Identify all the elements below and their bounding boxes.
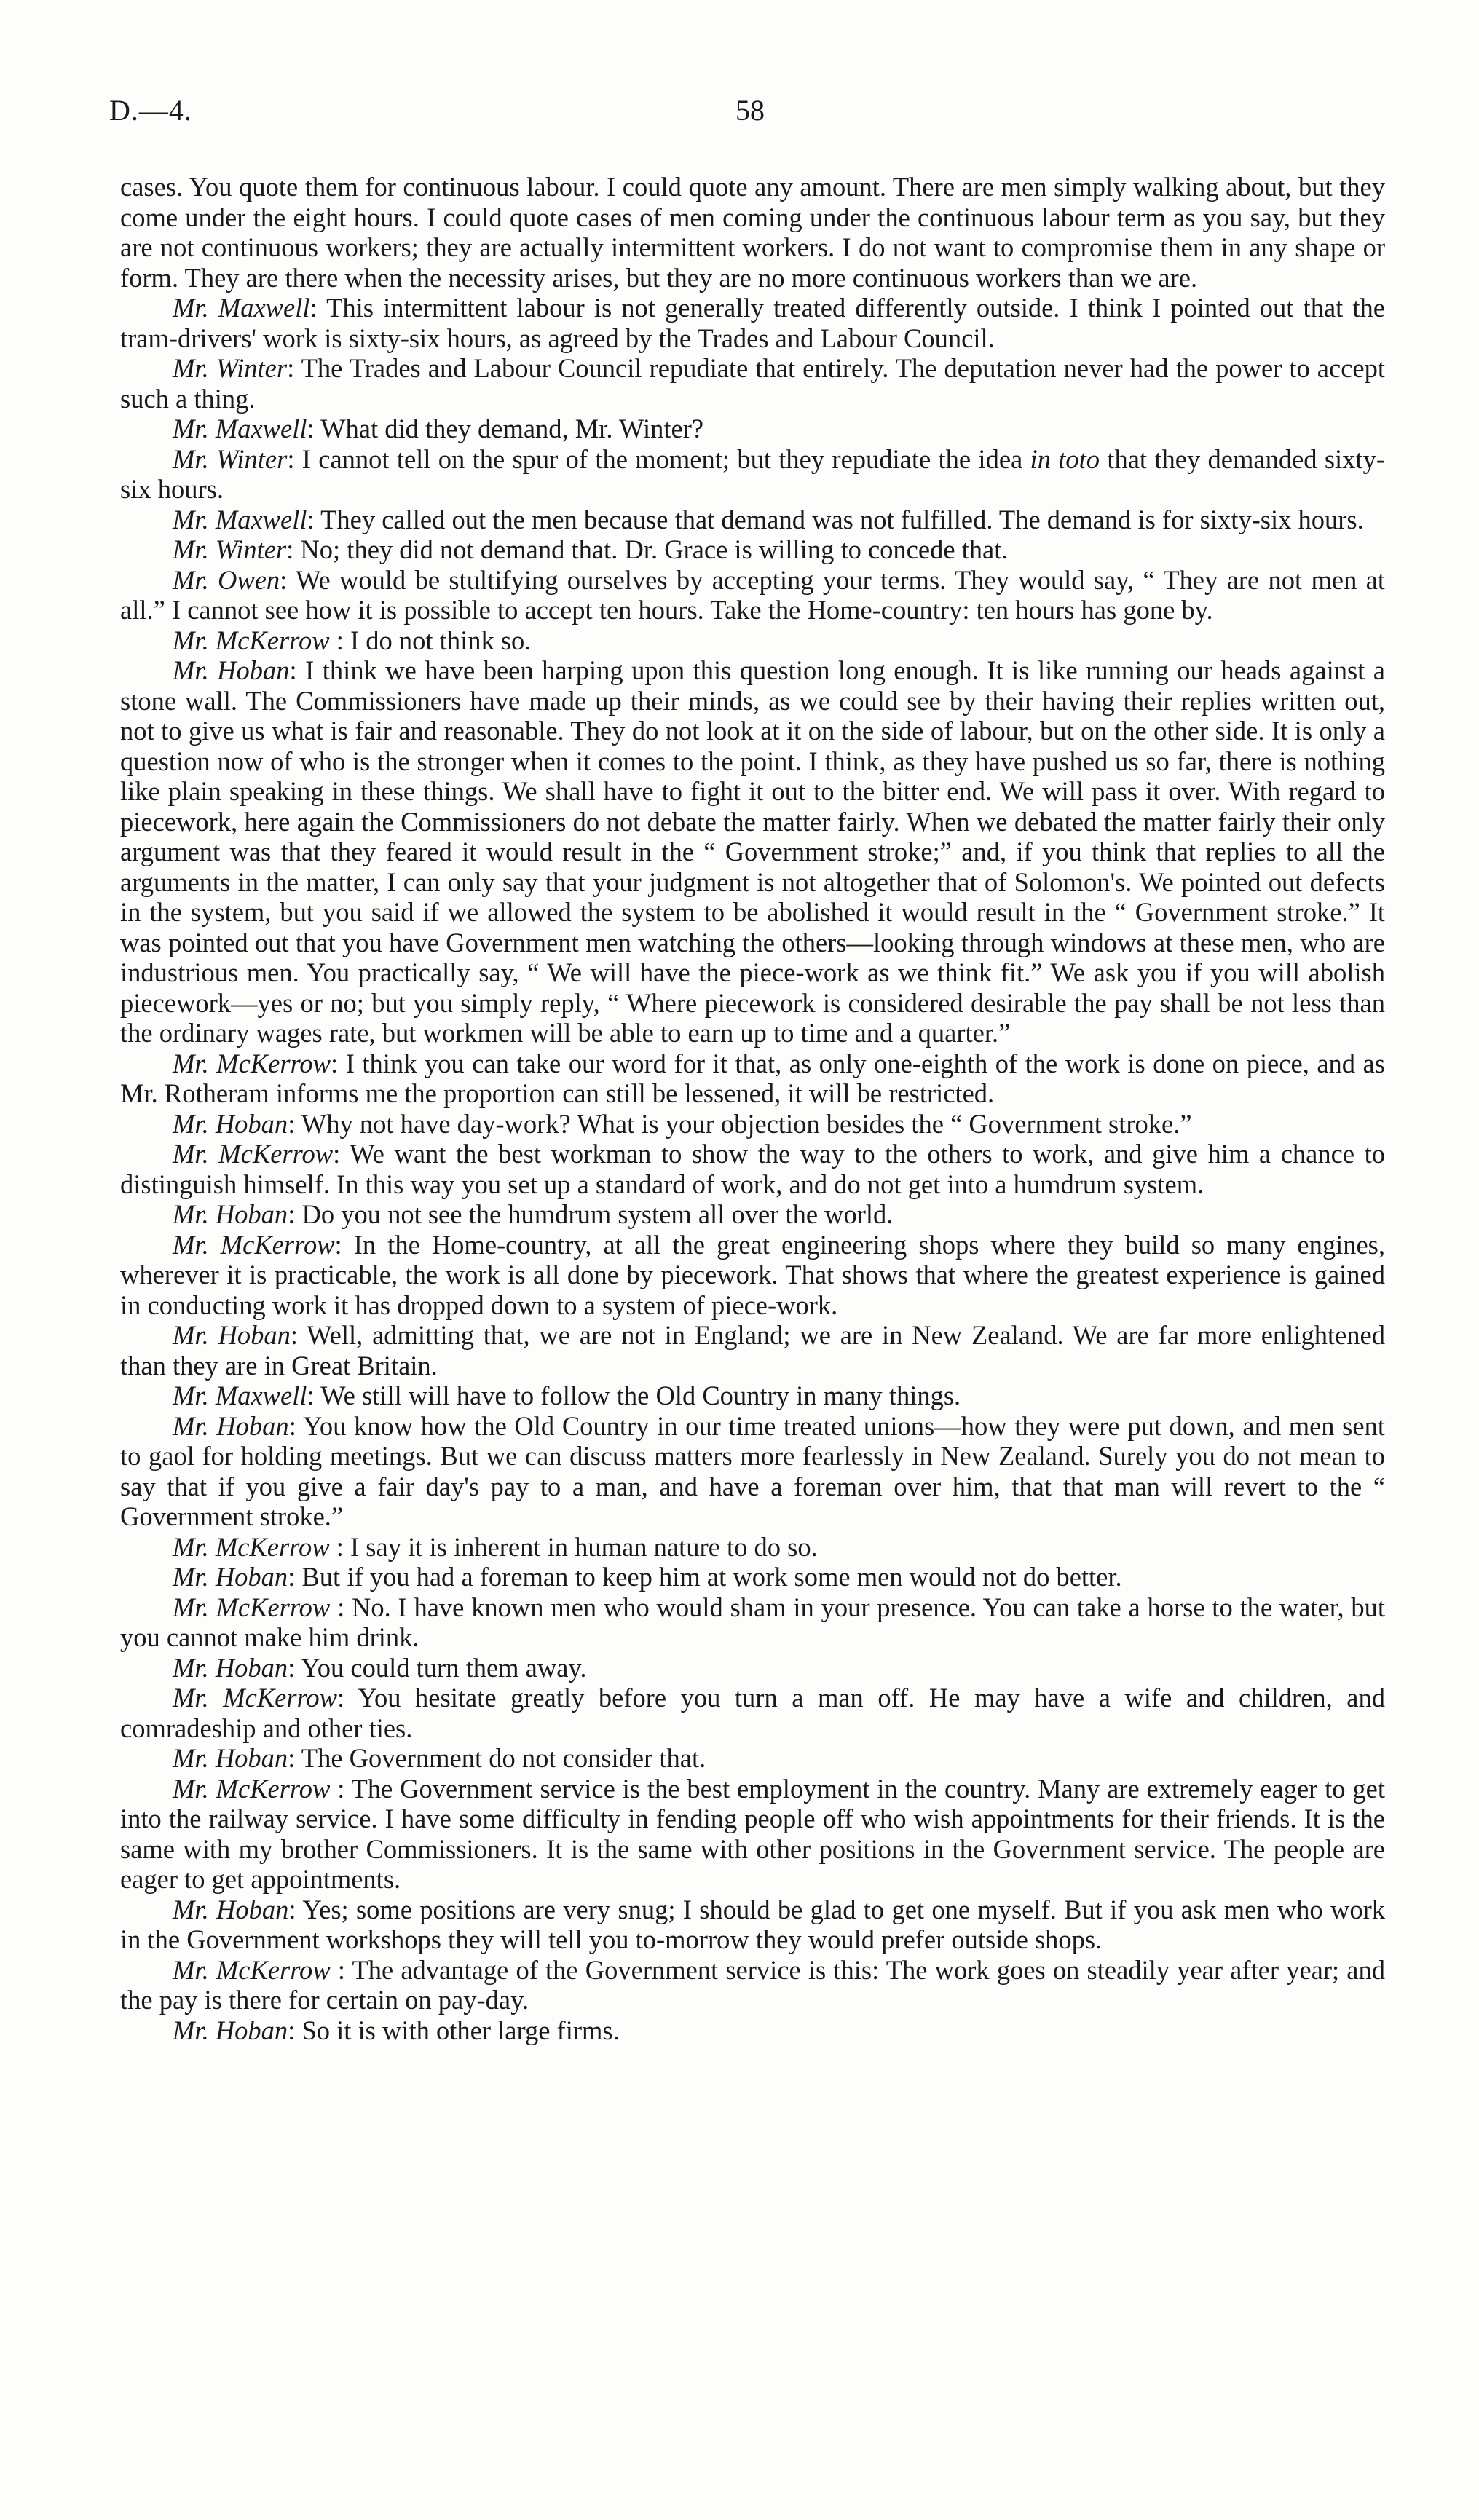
dialogue-paragraph [120,1683,1385,1743]
speaker-name: Mr. McKerrow [173,1773,331,1804]
paragraph-text: : No; they did not demand that. Dr. Grace is willing to concede that. [286,534,1009,564]
paragraph-text: : Do you not see the humdrum system all over the world. [288,1199,894,1229]
paragraph-text: : We still will have to follow the Old Country in many things. [307,1381,961,1410]
speaker-name: Mr. Winter [173,534,287,564]
paragraph-text: : The Government do not consider that. [288,1743,706,1773]
page-number: 58 [735,94,765,127]
paragraph-text: : The Government service is the best employment in the country. Many are extremely eager to get into the railway service. I have some difficulty in fending people off who wish appointments for their friends. It is the same with my brother Commissioners. It is the same with other positions in the Government service. The people are eager to get appointments. [120,1773,1385,1894]
paragraph-text: : I do not think so. [329,625,532,655]
speaker-name: Mr. McKerrow [173,1954,331,1985]
dialogue-paragraph [120,534,1385,565]
dialogue-paragraph [120,1562,1385,1592]
dialogue-paragraph [120,1320,1385,1381]
paragraph-text: : Yes; some positions are very snug; I should be glad to get one myself. But if you ask men who work in the Government workshops they will tell you to-morrow they would prefer outside shops. [120,1894,1385,1954]
dialogue-paragraph [120,1774,1385,1895]
paragraph-text: : They called out the men because that demand was not fulfilled. The demand is for sixty-six hours. [307,504,1364,534]
speaker-name: Mr. McKerrow [173,1229,335,1260]
dialogue-paragraph [120,414,1385,444]
dialogue-paragraph [120,1955,1385,2015]
transcript-body [120,172,1385,2045]
dialogue-paragraph [120,293,1385,353]
dialogue-paragraph [120,1381,1385,1411]
speaker-name: Mr. Hoban [173,1562,288,1592]
speaker-name: Mr. Winter [173,443,288,474]
dialogue-paragraph [120,2015,1385,2046]
paragraph-text: : You know how the Old Country in our time treated unions—how they were put down, and men sent to gaol for holding meetings. But we can discuss matters more fearlessly in New Zealand. Surely you do not mean to say that if you give a fair day's pay to a man, and have a foreman over him, that that man will revert to the “ Government stroke.” [120,1410,1385,1531]
paragraph-text: : Well, admitting that, we are not in England; we are in New Zealand. We are far more enlightened than they are in Great Britain. [120,1320,1385,1381]
paragraph-text: : You hesitate greatly before you turn a man off. He may have a wife and children, and comradeship and other ties. [120,1683,1385,1743]
dialogue-paragraph [120,1653,1385,1683]
speaker-name: Mr. Hoban [173,1410,289,1441]
dialogue-paragraph [120,625,1385,656]
dialogue-paragraph [120,1411,1385,1532]
speaker-name: Mr. Hoban [173,655,290,685]
paragraph-text: : This intermittent labour is not generally treated differently outside. I think I pointed out that the tram-drivers' work is sixty-six hours, as agreed by the Trades and Labour Council. [120,293,1385,353]
dialogue-paragraph [120,1230,1385,1321]
speaker-name: Mr. McKerrow [173,1139,334,1169]
speaker-name: Mr. McKerrow [173,625,330,655]
speaker-name: Mr. Hoban [173,1743,288,1773]
speaker-name: Mr. McKerrow [173,1592,331,1622]
paragraph-text: : We want the best workman to show the way to the others to work, and give him a chance to distinguish himself. In this way you set up a standard of work, and do not get into a humdrum system. [120,1139,1385,1199]
paragraph-text: that they demanded sixty-six hours. [120,443,1385,504]
paragraph-text: : No. I have known men who would sham in your presence. You can take a horse to the water, but you cannot make him drink. [120,1592,1385,1652]
paragraph-text: cases. You quote them for continuous labour. I could quote any amount. There are men simply walking about, but they come under the eight hours. I could quote cases of men coming under the continuous labour term as you say, but they are not continuous workers; they are actually intermittent workers. I do not want to compromise them in any shape or form. They are there when the necessity arises, but they are no more continuous workers than we are. [120,172,1385,293]
speaker-name: Mr. Hoban [173,1108,288,1139]
speaker-name: Mr. Hoban [173,1199,288,1229]
paragraph-text: : The Trades and Labour Council repudiate that entirely. The deputation never had the power to accept such a thing. [120,353,1385,414]
speaker-name: Mr. Maxwell [173,1381,307,1410]
dialogue-paragraph [120,505,1385,535]
dialogue-paragraph [120,655,1385,1048]
speaker-name: Mr. Winter [173,353,288,383]
dialogue-paragraph [120,565,1385,625]
dialogue-paragraph [120,1109,1385,1139]
dialogue-paragraph [120,444,1385,505]
page-header [109,93,1376,137]
speaker-name: Mr. Maxwell [173,414,307,443]
speaker-name: Mr. Hoban [173,1652,288,1683]
speaker-name: Mr. McKerrow [173,1048,331,1078]
paragraph-text: : So it is with other large firms. [288,2015,620,2045]
paragraph-text: : I think you can take our word for it that, as only one-eighth of the work is done on piece, and as Mr. Rotheram informs me the proportion can still be lessened, it will be restricted. [120,1048,1385,1108]
paragraph-text: : But if you had a foreman to keep him at work some men would not do better. [288,1562,1122,1592]
continuation-paragraph [120,172,1385,293]
paragraph-text: : I cannot tell on the spur of the moment; but they repudiate the idea [287,443,1030,474]
emphasis-text: in toto [1030,443,1100,474]
dialogue-paragraph [120,1592,1385,1653]
speaker-name: Mr. McKerrow [173,1683,338,1713]
paragraph-text: : I say it is inherent in human nature to do so. [329,1531,818,1562]
speaker-name: Mr. Hoban [173,1894,289,1924]
document-reference: D.—4. [109,94,192,127]
speaker-name: Mr. McKerrow [173,1531,330,1562]
speaker-name: Mr. Owen [173,564,280,595]
dialogue-paragraph [120,1532,1385,1563]
dialogue-paragraph [120,1048,1385,1109]
dialogue-paragraph [120,1743,1385,1774]
speaker-name: Mr. Maxwell [173,504,307,534]
dialogue-paragraph [120,1139,1385,1199]
speaker-name: Mr. Hoban [173,1320,291,1350]
dialogue-paragraph [120,1895,1385,1955]
dialogue-paragraph [120,1199,1385,1230]
paragraph-text: : The advantage of the Government service is this: The work goes on steadily year after year; and the pay is there for certain on pay-day. [120,1954,1385,2015]
speaker-name: Mr. Maxwell [173,293,310,323]
paragraph-text: : We would be stultifying ourselves by accepting your terms. They would say, “ They are not men at all.” I cannot see how it is possible to accept ten hours. Take the Home-country: ten hours has gone by. [120,564,1386,625]
dialogue-paragraph [120,353,1385,414]
paragraph-text: : You could turn them away. [288,1652,587,1683]
paragraph-text: : I think we have been harping upon this question long enough. It is like running our heads against a stone wall. The Commissioners have made up their minds, as we could see by their having their replies written out, not to give us what is fair and reasonable. They do not look at it on the side of labour, but on the other side. It is only a question now of who is the stronger when it comes to the point. I think, as they have pushed us so far, there is nothing like plain speaking in these things. We shall have to fight it out to the bitter end. We will pass it over. With regard to piecework, here again the Commissioners do not debate the matter fairly. When we debated the matter fairly their only argument was that they feared it would result in the “ Government stroke;” and, if you think that replies to all the arguments in the matter, I can only say that your judgment is not altogether that of Solomon's. We pointed out defects in the system, but you said if we allowed the system to be abolished it would result in the “ Government stroke.” It was pointed out that you have Government men watching the others—looking through windows at these men, who are industrious men. You practically say, “ We will have the piece-work as we think fit.” We ask you if you will abolish piecework—yes or no; but you simply reply, “ Where piecework is considered desirable the pay shall be not less than the ordinary wages rate, but workmen will be able to earn up to time and a quarter.” [120,655,1385,1048]
speaker-name: Mr. Hoban [173,2015,288,2045]
paragraph-text: : What did they demand, Mr. Winter? [307,414,704,443]
paragraph-text: : Why not have day-work? What is your objection besides the “ Government stroke.” [288,1108,1192,1139]
paragraph-text: : In the Home-country, at all the great engineering shops where they build so many engines, wherever it is practicable, the work is all done by piecework. That shows that where the greatest experience is gained in conducting work it has dropped down to a system of piece-work. [120,1229,1385,1320]
